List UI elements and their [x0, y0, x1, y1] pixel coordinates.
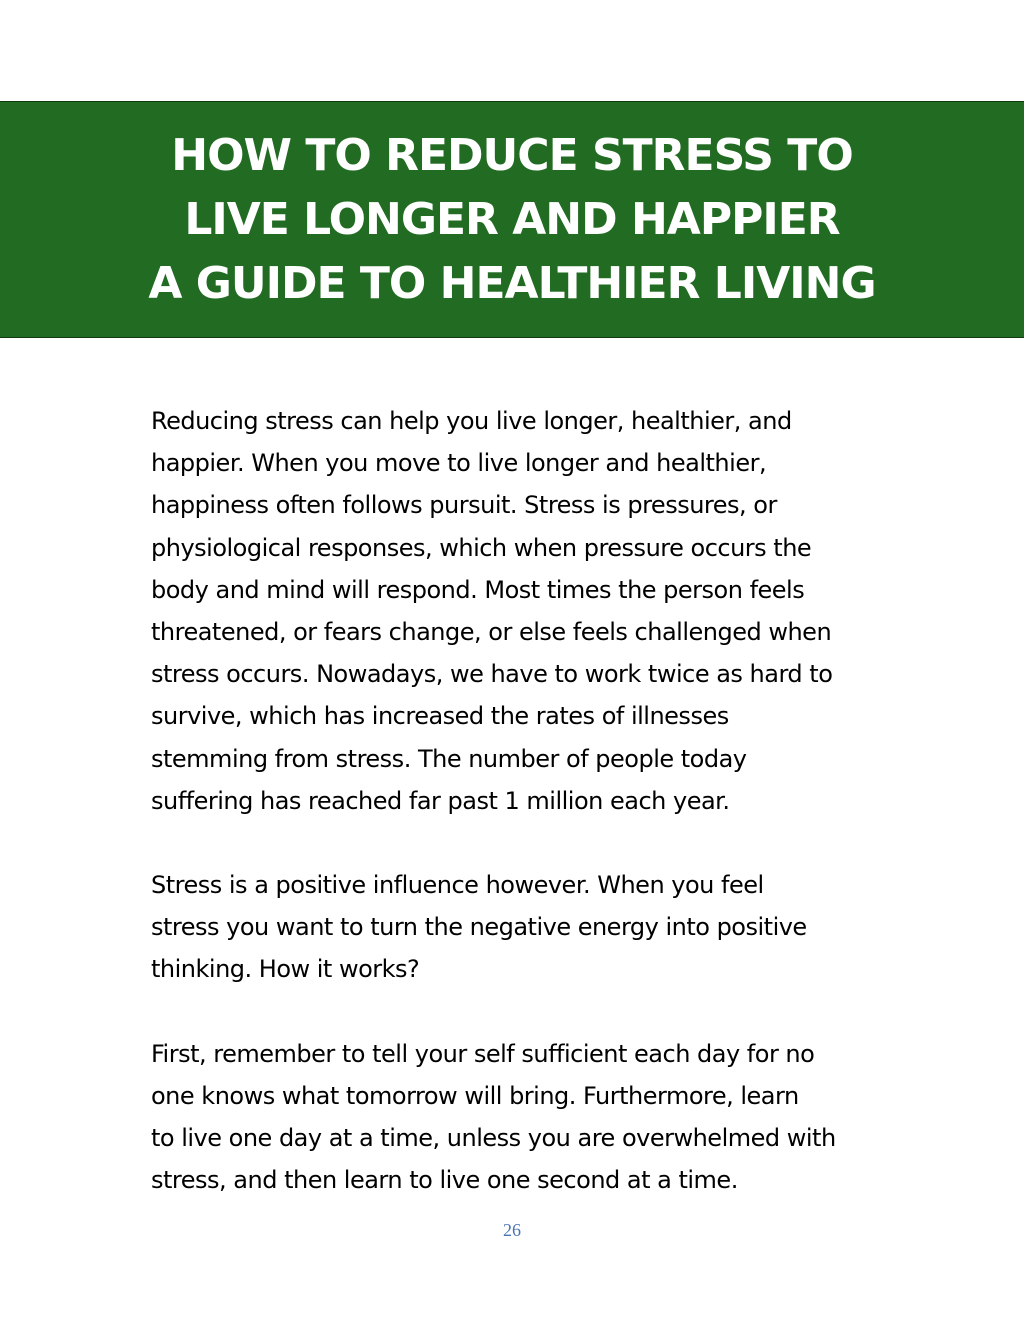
- title-line-1: HOW TO REDUCE STRESS TO: [171, 129, 853, 181]
- paragraph-line: survive, which has increased the rates of illnesses: [151, 702, 729, 731]
- title-banner: [0, 101, 1024, 338]
- page-number: 26: [503, 1220, 521, 1240]
- paragraph-line: physiological responses, which when pressure occurs the: [151, 533, 812, 562]
- paragraph-line: stress you want to turn the negative energy into positive: [151, 913, 807, 942]
- title-line-2: LIVE LONGER AND HAPPIER: [184, 193, 840, 245]
- paragraph-line: to live one day at a time, unless you are overwhelmed with: [151, 1124, 836, 1153]
- paragraph-line: stemming from stress. The number of people today: [151, 744, 747, 773]
- paragraph-line: happiness often follows pursuit. Stress is pressures, or: [151, 491, 777, 520]
- paragraph-line: First, remember to tell your self sufficient each day for no: [151, 1039, 815, 1068]
- paragraph-3: [151, 1033, 881, 1202]
- paragraph-1: [151, 400, 881, 822]
- paragraph-line: happier. When you move to live longer and healthier,: [151, 449, 767, 478]
- paragraph-line: stress, and then learn to live one second at a time.: [151, 1166, 738, 1195]
- title-line-3: A GUIDE TO HEALTHIER LIVING: [148, 257, 876, 309]
- paragraph-line: body and mind will respond. Most times the person feels: [151, 575, 805, 604]
- paragraph-line: thinking. How it works?: [151, 955, 420, 984]
- paragraph-line: one knows what tomorrow will bring. Furthermore, learn: [151, 1081, 799, 1110]
- paragraph-line: suffering has reached far past 1 million each year.: [151, 786, 730, 815]
- paragraph-line: Reducing stress can help you live longer, healthier, and: [151, 407, 792, 435]
- paragraph-line: threatened, or fears change, or else feels challenged when: [151, 618, 832, 647]
- paragraph-2: [151, 864, 881, 991]
- body-content: [151, 400, 881, 1243]
- paragraph-line: stress occurs. Nowadays, we have to work twice as hard to: [151, 660, 833, 689]
- paragraph-line: Stress is a positive influence however. When you feel: [151, 871, 764, 900]
